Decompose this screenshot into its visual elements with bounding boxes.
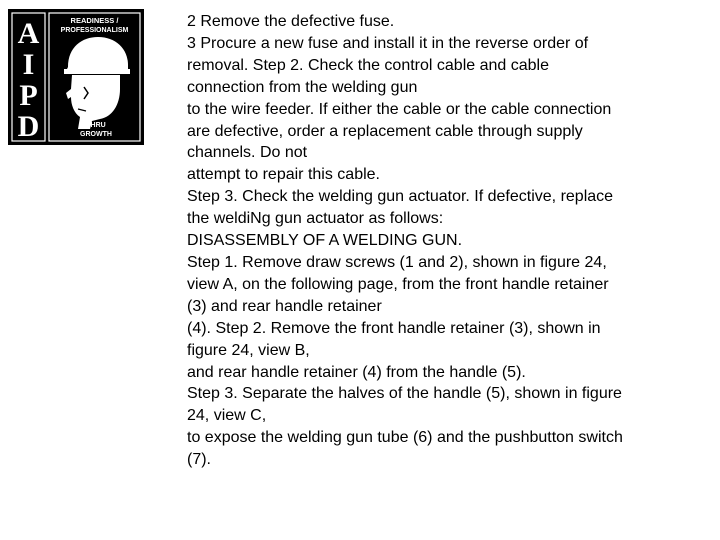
- text-line: 2 Remove the defective fuse.: [187, 13, 395, 30]
- text-line: attempt to repair this cable.: [187, 166, 380, 184]
- text-line: connection from the welding gun: [187, 78, 418, 96]
- text-line: Step 3. Separate the halves of the handle (5), shown in figure: [187, 385, 622, 403]
- text-line: removal. Step 2. Check the control cable and cable: [187, 56, 549, 74]
- logo-letter-a: A: [17, 17, 40, 50]
- logo-bottom-text-2: GROWTH: [80, 131, 112, 138]
- text-line: view A, on the following page, from the front handle retainer: [187, 275, 609, 293]
- text-line: channels. Do not: [187, 144, 308, 162]
- text-line: the weldiNg gun actuator as follows:: [187, 210, 444, 228]
- text-line: are defective, order a replacement cable through supply: [187, 122, 583, 140]
- text-line: (7).: [187, 451, 211, 469]
- text-line: to the wire feeder. If either the cable or the cable connection: [187, 100, 612, 118]
- text-line: figure 24, view B,: [187, 341, 310, 359]
- text-line: to expose the welding gun tube (6) and the pushbutton switch: [187, 429, 623, 447]
- logo-top-text-1: READINESS /: [70, 16, 119, 25]
- logo-bottom-text-1: THRU: [86, 122, 106, 129]
- text-line: (4). Step 2. Remove the front handle retainer (3), shown in: [187, 319, 601, 337]
- text-line: DISASSEMBLY OF A WELDING GUN.: [187, 232, 463, 250]
- aipd-logo: [8, 9, 144, 145]
- logo-top-text-2: PROFESSIONALISM: [60, 27, 129, 34]
- logo-letter-i: I: [22, 48, 35, 81]
- text-line: (3) and rear handle retainer: [187, 297, 382, 315]
- text-line: Step 1. Remove draw screws (1 and 2), shown in figure 24,: [187, 253, 607, 271]
- logo-letter-p: P: [19, 79, 38, 112]
- text-line: Step 3. Check the welding gun actuator. If defective, replace: [187, 188, 614, 206]
- text-line: 3 Procure a new fuse and install it in the reverse order of: [187, 34, 589, 52]
- document-body: [187, 11, 702, 471]
- text-line: and rear handle retainer (4) from the handle (5).: [187, 363, 526, 381]
- text-line: 24, view C,: [187, 407, 267, 425]
- logo-letter-d: D: [17, 110, 40, 143]
